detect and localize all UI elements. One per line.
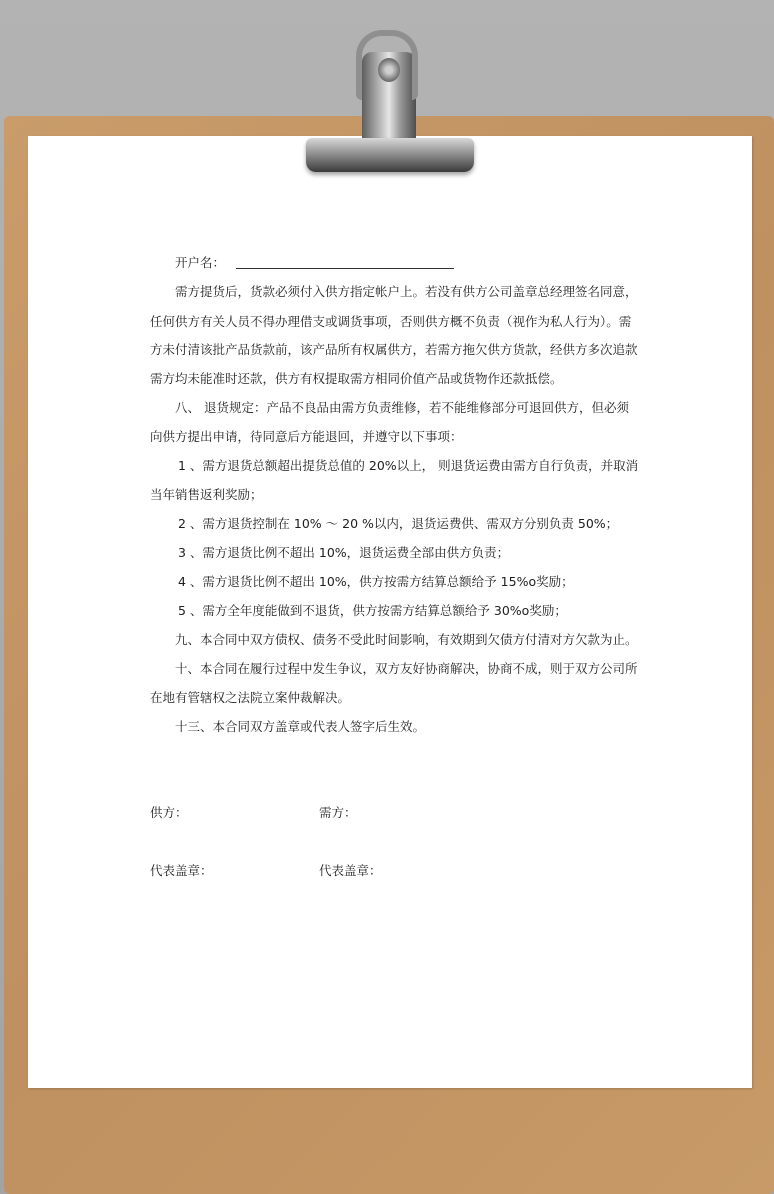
binder-clip xyxy=(306,138,474,172)
item-3: 3 、需方退货比例不超出 10%，退货运费全部由供方负责； xyxy=(178,545,510,560)
section-9: 九、本合同中双方债权、债务不受此时间影响，有效期到欠债方付清对方欠款为止。 xyxy=(175,632,638,647)
item-2: 2 、需方退货控制在 10% ～ 20 %以内，退货运费供、需双方分别负责 50%； xyxy=(178,516,619,531)
item-1-line: 1 、需方退货总额超出提货总值的 20%以上， 则退货运费由需方自行负责，并取消 xyxy=(178,458,639,473)
paragraph-line: 需方提货后，货款必须付入供方指定帐户上。若没有供方公司盖章总经理签名同意， xyxy=(175,284,638,299)
supplier-label: 供方： xyxy=(150,805,188,820)
section-10-line: 十、本合同在履行过程中发生争议，双方友好协商解决，协商不成，则于双方公司所 xyxy=(175,661,638,676)
account-name-field[interactable] xyxy=(236,268,454,269)
section-8-line: 向供方提出申请，待同意后方能退回，并遵守以下事项： xyxy=(150,429,463,444)
item-5: 5 、需方全年度能做到不退货，供方按需方结算总额给予 30%o奖励； xyxy=(178,603,567,618)
section-13: 十三、本合同双方盖章或代表人签字后生效。 xyxy=(175,719,426,734)
paragraph-line: 方未付清该批产品货款前，该产品所有权属供方，若需方拖欠供方货款，经供方多次追款 xyxy=(150,342,638,357)
account-name-label: 开户名： xyxy=(175,255,226,270)
item-1-line: 当年销售返利奖励； xyxy=(150,487,263,502)
buyer-seal-label: 代表盖章： xyxy=(319,863,382,878)
supplier-seal-label: 代表盖章： xyxy=(150,863,213,878)
section-10-line: 在地有管辖权之法院立案仲裁解决。 xyxy=(150,690,351,705)
paragraph-line: 需方均未能准时还款，供方有权提取需方相同价值产品或货物作还款抵偿。 xyxy=(150,371,563,386)
section-8-line: 八、 退货规定：产品不良品由需方负责维修，若不能维修部分可退回供方，但必须 xyxy=(175,400,629,415)
paragraph-line: 任何供方有关人员不得办理借支或调货事项，否则供方概不负责（视作为私人行为）。需 xyxy=(150,314,632,329)
buyer-label: 需方： xyxy=(319,805,357,820)
item-4: 4 、需方退货比例不超出 10%，供方按需方结算总额给予 15%o奖励； xyxy=(178,574,574,589)
clip-hole xyxy=(378,58,400,82)
